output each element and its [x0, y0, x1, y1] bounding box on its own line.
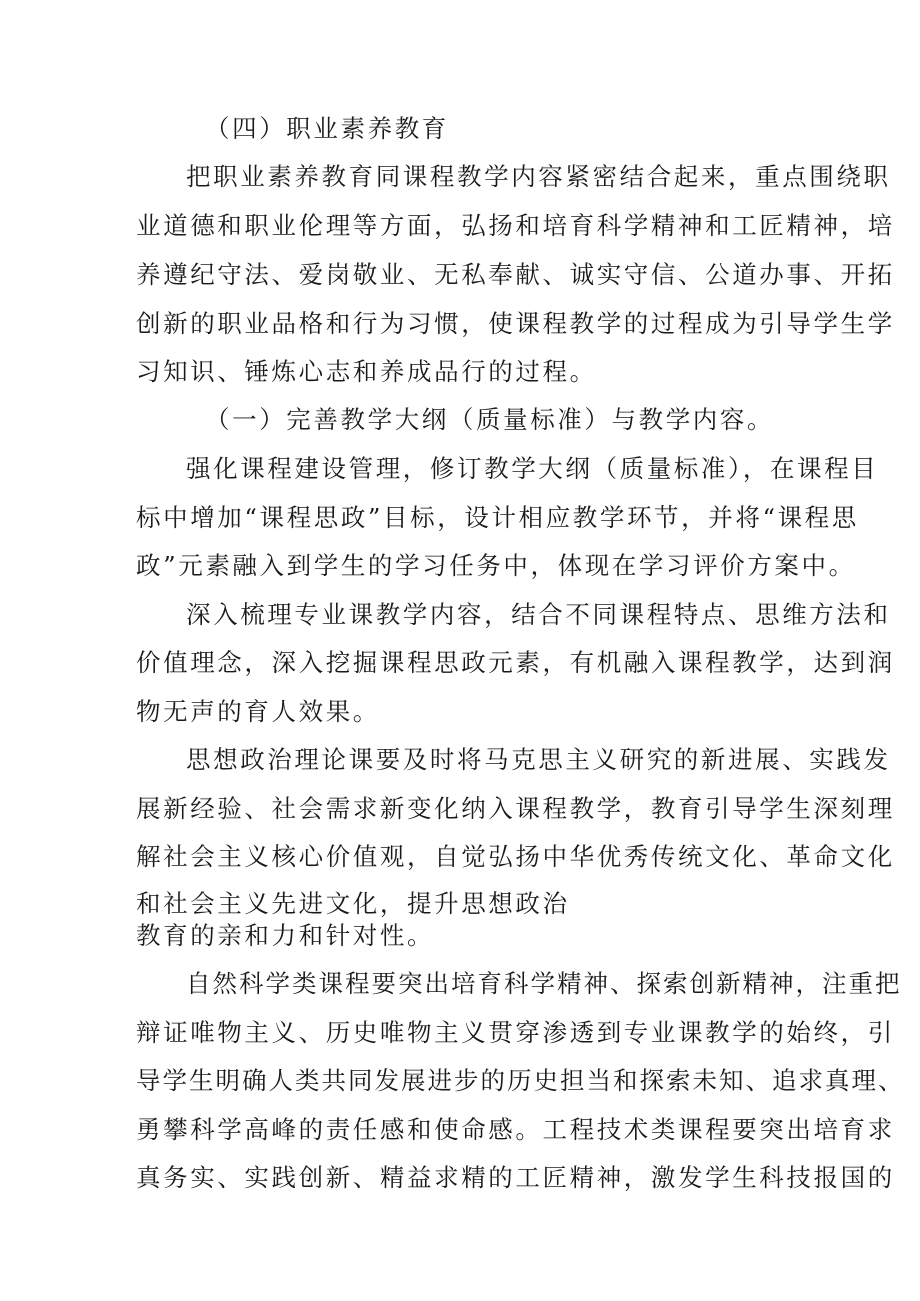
- section-heading: （四）职业素养教育: [205, 114, 449, 143]
- paragraph-line: 自然科学类课程要突出培育科学精神、探索创新精神，注重把: [186, 969, 902, 998]
- paragraph-line: 思想政治理论课要及时将马克思主义研究的新进展、实践发: [186, 745, 891, 774]
- paragraph-line: 强化课程建设管理，修订教学大纲（质量标准），在课程目: [186, 454, 879, 483]
- paragraph-line: 创新的职业品格和行为习惯，使课程教学的过程成为引导学生学: [136, 309, 895, 338]
- paragraph-line: 标中增加“课程思政”目标，设计相应教学环节，并将“课程思: [136, 503, 859, 532]
- paragraph-line: 政”元素融入到学生的学习任务中，体现在学习评价方案中。: [136, 551, 856, 580]
- paragraph-line: 价值理念，深入挖掘课程思政元素，有机融入课程教学，达到润: [136, 648, 895, 677]
- paragraph-line: 教育的亲和力和针对性。: [136, 921, 435, 950]
- paragraph-line: 导学生明确人类共同发展进步的历史担当和探索未知、追求真理、: [136, 1066, 905, 1095]
- paragraph-line: 展新经验、社会需求新变化纳入课程教学，教育引导学生深刻理: [136, 794, 895, 823]
- paragraph-line: 和社会主义先进文化，提升思想政治: [136, 889, 570, 918]
- paragraph-line: 辩证唯物主义、历史唯物主义贯穿渗透到专业课教学的始终，引: [136, 1018, 895, 1047]
- paragraph-line: 解社会主义核心价值观，自觉弘扬中华优秀传统文化、革命文化: [136, 842, 895, 871]
- paragraph-line: 把职业素养教育同课程教学内容紧密结合起来，重点围绕职: [186, 162, 891, 191]
- paragraph-line: 物无声的育人效果。: [136, 697, 380, 726]
- section-heading: （一）完善教学大纲（质量标准）与教学内容。: [205, 405, 775, 434]
- paragraph-line: 真务实、实践创新、精益求精的工匠精神，激发学生科技报国的: [136, 1163, 895, 1192]
- paragraph-line: 深入梳理专业课教学内容，结合不同课程特点、思维方法和: [186, 600, 891, 629]
- paragraph-line: 勇攀科学高峰的责任感和使命感。工程技术类课程要突出培育求: [136, 1115, 895, 1144]
- paragraph-line: 养遵纪守法、爱岗敬业、无私奉献、诚实守信、公道办事、开拓: [136, 260, 895, 289]
- paragraph-line: 习知识、锤炼心志和养成品行的过程。: [136, 357, 597, 386]
- paragraph-line: 业道德和职业伦理等方面，弘扬和培育科学精神和工匠精神，培: [136, 211, 895, 240]
